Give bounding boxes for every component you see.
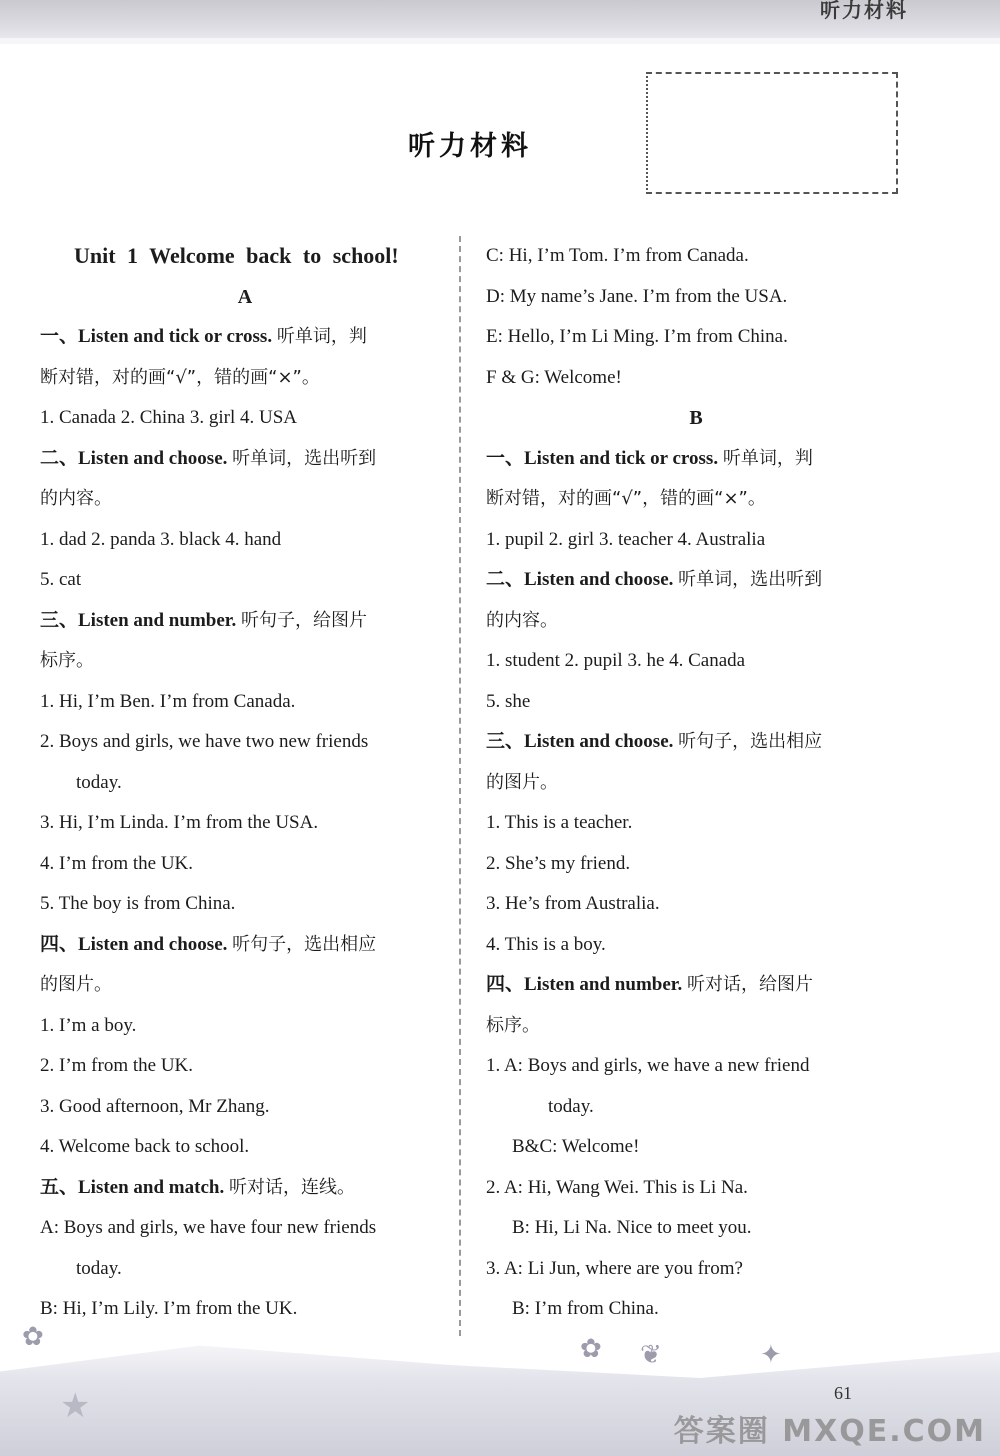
section-instruction: 的图片。 [486,771,558,793]
section-heading: 一、Listen and tick or cross. 听单词，判 [40,326,367,347]
dashed-note-box [646,72,898,194]
dialogue-line: F & G: Welcome! [486,366,622,388]
left-column [40,236,450,1330]
list-item: 2. Boys and girls, we have two new friends [40,731,369,752]
top-banner [0,0,1000,44]
list-item: 4. This is a boy. [486,933,606,955]
section-instruction: 的内容。 [486,609,558,631]
flower-icon: ✿ [580,1334,602,1363]
section-heading: 一、Listen and tick or cross. 听单词，判 [486,447,813,469]
page-number: 61 [834,1383,852,1403]
part-a-heading: A [237,285,253,308]
list-item: 3. He’s from Australia. [486,893,660,914]
list-item: 2. She’s my friend. [486,852,631,874]
section-heading: 四、Listen and number. 听对话，给图片 [486,974,813,995]
running-header: 听力材料 [820,0,908,22]
list-item: 1. This is a teacher. [486,812,633,833]
section-heading: 四、Listen and choose. 听句子，选出相应 [40,933,377,955]
section-heading: 三、Listen and choose. 听句子，选出相应 [486,731,823,752]
watermark-logo: 答案圈 MXQE.COM [673,1414,986,1449]
list-item: 4. Welcome back to school. [40,1136,250,1157]
section-instruction: 标序。 [40,650,94,671]
section-instruction: 的内容。 [40,488,112,509]
dialogue-line: 1. A: Boys and girls, we have a new friend [486,1055,810,1076]
list-item: 1. I’m a boy. [40,1014,137,1036]
list-item: 1. Canada 2. China 3. girl 4. USA [40,407,298,428]
page-title: 听力材料 [408,131,532,162]
section-instruction: 断对错，对的画“√”，错的画“×”。 [486,488,766,509]
dialogue-line: 2. A: Hi, Wang Wei. This is Li Na. [486,1176,748,1198]
dialogue-line: A: Boys and girls, we have four new friends [40,1217,377,1238]
section-heading: 二、Listen and choose. 听单词，选出听到 [40,447,377,469]
list-item: 1. student 2. pupil 3. he 4. Canada [486,650,746,671]
dialogue-line: B: I’m from China. [512,1298,659,1319]
leaf-icon: ❦ [640,1340,662,1369]
section-heading: 三、Listen and number. 听句子，给图片 [40,609,367,631]
dialogue-line-continued: today. [548,1095,594,1117]
section-heading: 二、Listen and choose. 听单词，选出听到 [486,569,823,590]
section-instruction: 的图片。 [40,974,112,995]
dialogue-line-continued: today. [76,1257,122,1279]
section-instruction: 标序。 [486,1014,540,1036]
star-icon: ★ [60,1388,91,1425]
dialogue-line: B: Hi, Li Na. Nice to meet you. [512,1217,752,1238]
list-item-continued: today. [76,771,122,793]
dialogue-line: D: My name’s Jane. I’m from the USA. [486,285,788,307]
list-item: 4. I’m from the UK. [40,852,194,874]
part-b-heading: B [689,407,703,429]
list-item: 5. cat [40,569,82,590]
list-item: 1. dad 2. panda 3. black 4. hand [40,528,282,550]
dialogue-line: C: Hi, I’m Tom. I’m from Canada. [486,245,749,266]
dialogue-line: E: Hello, I’m Li Ming. I’m from China. [486,326,788,347]
dialogue-line: B: Hi, I’m Lily. I’m from the UK. [40,1298,298,1319]
list-item: 1. pupil 2. girl 3. teacher 4. Australia [486,528,766,550]
section-heading: 五、Listen and match. 听对话，连线。 [40,1176,355,1198]
list-item: 1. Hi, I’m Ben. I’m from Canada. [40,690,296,712]
list-item: 5. she [486,690,531,712]
list-item: 5. The boy is from China. [40,893,236,914]
list-item: 3. Hi, I’m Linda. I’m from the USA. [40,812,319,833]
dialogue-line: 3. A: Li Jun, where are you from? [486,1257,743,1279]
section-instruction: 断对错，对的画“√”，错的画“×”。 [40,366,320,388]
star-icon: ✦ [760,1340,782,1369]
flower-icon: ✿ [22,1322,44,1351]
unit-title: Unit 1 Welcome back to school! [74,243,399,268]
list-item: 2. I’m from the UK. [40,1055,194,1076]
column-divider [459,236,461,1336]
list-item: 3. Good afternoon, Mr Zhang. [40,1095,270,1117]
right-column [486,236,906,1330]
dialogue-line: B&C: Welcome! [512,1136,640,1157]
